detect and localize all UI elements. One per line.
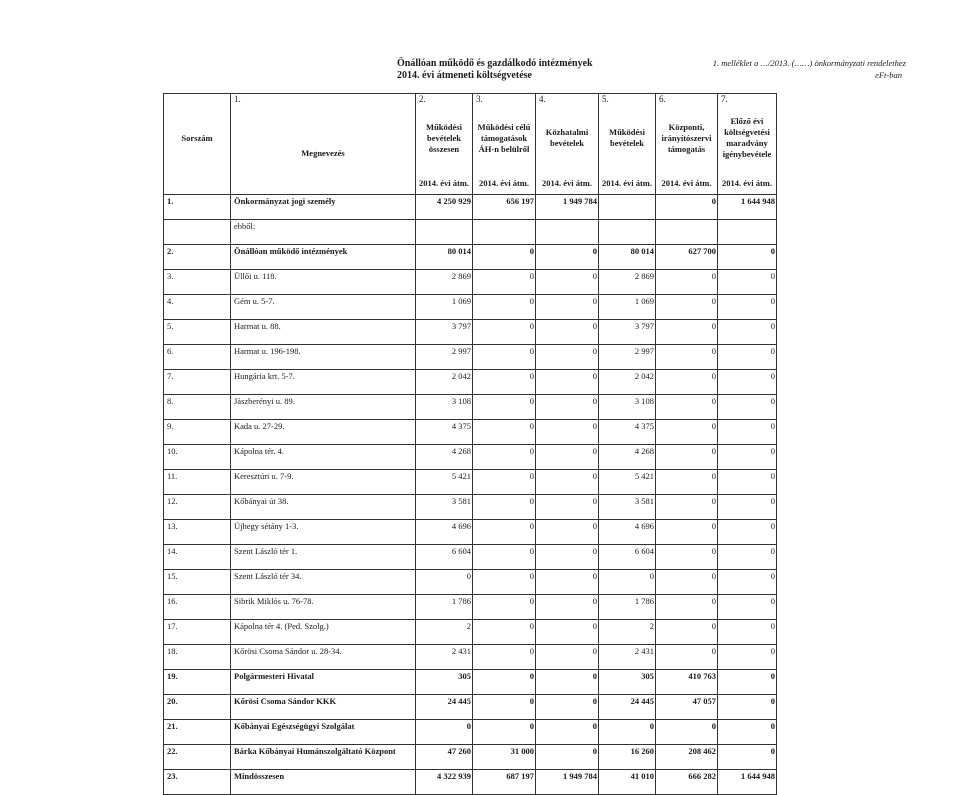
row-name: Keresztúri u. 7-9.	[231, 469, 416, 483]
row-value-col-6: 0	[656, 194, 718, 208]
row-number: 19.	[164, 669, 231, 683]
table-row	[164, 219, 777, 233]
row-spacer	[164, 708, 777, 720]
row-value-col-5: 305	[599, 669, 656, 683]
row-value-col-3: 687 197	[473, 769, 536, 783]
unit-label: 2014. évi átm.	[536, 172, 599, 194]
row-value-col-5: 3 797	[599, 319, 656, 333]
col-number-3: 3.	[473, 94, 536, 105]
row-value-col-5: 24 445	[599, 694, 656, 708]
row-value-col-2: 24 445	[416, 694, 473, 708]
row-value-col-3: 0	[473, 644, 536, 658]
row-value-col-7: 0	[718, 494, 777, 508]
row-value-col-5: 2 997	[599, 344, 656, 358]
row-number: 13.	[164, 519, 231, 533]
table-row	[164, 294, 777, 308]
table-row	[164, 269, 777, 283]
row-value-col-2: 4 375	[416, 419, 473, 433]
row-name: Önkormányzat jogi személy	[231, 194, 416, 208]
row-value-col-7: 0	[718, 419, 777, 433]
row-value-col-6: 0	[656, 594, 718, 608]
row-value-col-2: 1 786	[416, 594, 473, 608]
table-row	[164, 419, 777, 433]
row-value-col-4: 0	[536, 594, 599, 608]
row-value-col-4: 0	[536, 269, 599, 283]
row-value-col-3: 0	[473, 444, 536, 458]
row-spacer	[164, 783, 777, 795]
col-number-4: 4.	[536, 94, 599, 105]
row-value-col-7: 0	[718, 544, 777, 558]
row-value-col-4: 0	[536, 319, 599, 333]
row-value-col-4: 0	[536, 744, 599, 758]
unit-label: 2014. évi átm.	[473, 172, 536, 194]
title-line-2: 2014. évi átmeneti költségvetése	[397, 70, 532, 81]
row-value-col-2: 2	[416, 619, 473, 633]
row-value-col-7: 0	[718, 519, 777, 533]
row-value-col-7: 1 644 948	[718, 194, 777, 208]
row-value-col-3: 0	[473, 244, 536, 258]
row-name: Újhegy sétány 1-3.	[231, 519, 416, 533]
row-name: Kápolna tér 4. (Ped. Szolg.)	[231, 619, 416, 633]
row-name: Kada u. 27-29.	[231, 419, 416, 433]
row-value-col-5: 3 581	[599, 494, 656, 508]
row-number: 18.	[164, 644, 231, 658]
table-row	[164, 244, 777, 258]
row-value-col-4: 0	[536, 369, 599, 383]
row-value-col-4: 0	[536, 294, 599, 308]
row-number: 8.	[164, 394, 231, 408]
row-number: 3.	[164, 269, 231, 283]
row-value-col-3: 31 000	[473, 744, 536, 758]
row-number: 21.	[164, 719, 231, 733]
row-value-col-3: 0	[473, 344, 536, 358]
row-spacer	[164, 533, 777, 545]
row-spacer	[164, 258, 777, 270]
unit-note: eFt-ban	[875, 70, 902, 80]
row-value-col-3: 0	[473, 569, 536, 583]
row-value-col-4: 0	[536, 644, 599, 658]
row-value-col-6: 0	[656, 319, 718, 333]
header-col-7: Előző évi költségvetési maradvány igénybevétele	[718, 104, 777, 172]
row-name: Jászberényi u. 89.	[231, 394, 416, 408]
row-value-col-6: 0	[656, 544, 718, 558]
header-col-2: Működési bevételek összesen	[416, 104, 473, 172]
row-value-col-3: 0	[473, 269, 536, 283]
row-number: 5.	[164, 319, 231, 333]
row-value-col-5: 2 431	[599, 644, 656, 658]
row-value-col-7: 1 644 948	[718, 769, 777, 783]
row-value-col-2: 305	[416, 669, 473, 683]
table-row	[164, 344, 777, 358]
row-value-col-3: 0	[473, 369, 536, 383]
row-value-col-5: 0	[599, 719, 656, 733]
table-row	[164, 194, 777, 208]
row-value-col-2: 3 108	[416, 394, 473, 408]
col-number-7: 7.	[718, 94, 777, 105]
row-value-col-4: 0	[536, 694, 599, 708]
row-name: Önállóan működő intézmények	[231, 244, 416, 258]
row-value-col-2: 4 268	[416, 444, 473, 458]
row-name: Sibrik Miklós u. 76-78.	[231, 594, 416, 608]
header-col-6: Központi, irányítószervi támogatás	[656, 104, 718, 172]
row-value-col-6: 47 057	[656, 694, 718, 708]
row-value-col-2: 6 604	[416, 544, 473, 558]
row-number: 15.	[164, 569, 231, 583]
row-value-col-5: 5 421	[599, 469, 656, 483]
row-value-col-6: 0	[656, 644, 718, 658]
header-col-3: Működési célú támogatások ÁH-n belülről	[473, 104, 536, 172]
row-value-col-7: 0	[718, 719, 777, 733]
row-value-col-5: 16 260	[599, 744, 656, 758]
row-value-col-7: 0	[718, 569, 777, 583]
row-value-col-7: 0	[718, 694, 777, 708]
row-value-col-6: 208 462	[656, 744, 718, 758]
row-number: 17.	[164, 619, 231, 633]
row-value-col-4	[536, 219, 599, 233]
row-spacer	[164, 408, 777, 420]
table-row	[164, 394, 777, 408]
unit-label: 2014. évi átm.	[656, 172, 718, 194]
row-spacer	[164, 758, 777, 770]
row-spacer	[164, 233, 777, 245]
row-value-col-2: 5 421	[416, 469, 473, 483]
row-spacer	[164, 308, 777, 320]
col-number-6: 6.	[656, 94, 718, 105]
row-name: Szent László tér 34.	[231, 569, 416, 583]
row-value-col-5: 2 869	[599, 269, 656, 283]
row-name: Kőrösi Csoma Sándor KKK	[231, 694, 416, 708]
col-number-2: 2.	[416, 94, 473, 105]
table-row	[164, 744, 777, 758]
row-value-col-2: 4 696	[416, 519, 473, 533]
row-value-col-6: 0	[656, 719, 718, 733]
budget-table	[163, 93, 777, 795]
row-number: 1.	[164, 194, 231, 208]
row-name: Harmat u. 88.	[231, 319, 416, 333]
row-spacer	[164, 333, 777, 345]
row-spacer	[164, 483, 777, 495]
row-spacer	[164, 658, 777, 670]
row-value-col-6: 0	[656, 469, 718, 483]
row-value-col-3: 0	[473, 544, 536, 558]
row-name: Polgármesteri Hivatal	[231, 669, 416, 683]
row-value-col-2: 4 322 939	[416, 769, 473, 783]
row-number: 12.	[164, 494, 231, 508]
row-name: Kőbányai út 38.	[231, 494, 416, 508]
row-number: 22.	[164, 744, 231, 758]
row-value-col-6: 0	[656, 394, 718, 408]
row-value-col-6: 0	[656, 619, 718, 633]
row-value-col-7: 0	[718, 294, 777, 308]
row-number: 9.	[164, 419, 231, 433]
table-row	[164, 594, 777, 608]
row-spacer	[164, 283, 777, 295]
table-row	[164, 544, 777, 558]
row-spacer	[164, 558, 777, 570]
row-spacer	[164, 433, 777, 445]
row-value-col-6: 0	[656, 519, 718, 533]
row-value-col-5: 1 069	[599, 294, 656, 308]
row-value-col-4: 0	[536, 519, 599, 533]
row-value-col-4: 0	[536, 244, 599, 258]
row-name: Bárka Kőbányai Humánszolgáltató Központ	[231, 744, 416, 758]
row-value-col-2: 4 250 929	[416, 194, 473, 208]
row-spacer	[164, 208, 777, 220]
row-value-col-3: 0	[473, 294, 536, 308]
row-value-col-3: 0	[473, 669, 536, 683]
row-value-col-2: 0	[416, 569, 473, 583]
row-value-col-5: 4 696	[599, 519, 656, 533]
row-value-col-6: 0	[656, 569, 718, 583]
row-value-col-7: 0	[718, 444, 777, 458]
row-value-col-2: 47 260	[416, 744, 473, 758]
row-name: Kőbányai Egészségügyi Szolgálat	[231, 719, 416, 733]
row-value-col-5: 2 042	[599, 369, 656, 383]
row-value-col-6: 0	[656, 419, 718, 433]
table-row	[164, 444, 777, 458]
row-spacer	[164, 633, 777, 645]
header-col-5: Működési bevételek	[599, 104, 656, 172]
row-value-col-4: 0	[536, 494, 599, 508]
col-number-5: 5.	[599, 94, 656, 105]
table-row	[164, 669, 777, 683]
row-spacer	[164, 383, 777, 395]
row-value-col-4: 1 949 784	[536, 194, 599, 208]
row-value-col-5	[599, 194, 656, 208]
table-row	[164, 719, 777, 733]
row-value-col-4: 0	[536, 619, 599, 633]
table-row	[164, 519, 777, 533]
row-value-col-7: 0	[718, 369, 777, 383]
row-value-col-3: 0	[473, 394, 536, 408]
row-value-col-6: 0	[656, 294, 718, 308]
row-value-col-6: 0	[656, 494, 718, 508]
row-value-col-2: 1 069	[416, 294, 473, 308]
row-value-col-6: 0	[656, 369, 718, 383]
row-value-col-3: 0	[473, 494, 536, 508]
row-value-col-6	[656, 219, 718, 233]
row-value-col-2: 3 581	[416, 494, 473, 508]
row-value-col-2: 2 869	[416, 269, 473, 283]
row-value-col-6: 410 763	[656, 669, 718, 683]
row-value-col-5: 80 014	[599, 244, 656, 258]
row-value-col-7: 0	[718, 394, 777, 408]
row-number: 14.	[164, 544, 231, 558]
row-number: 16.	[164, 594, 231, 608]
row-number: 20.	[164, 694, 231, 708]
row-value-col-2: 2 997	[416, 344, 473, 358]
row-value-col-4: 0	[536, 394, 599, 408]
row-value-col-4: 0	[536, 669, 599, 683]
row-value-col-7: 0	[718, 744, 777, 758]
row-value-col-4: 0	[536, 444, 599, 458]
row-value-col-2: 80 014	[416, 244, 473, 258]
row-value-col-7: 0	[718, 344, 777, 358]
header-col-4: Közhatalmi bevételek	[536, 104, 599, 172]
row-value-col-5: 4 268	[599, 444, 656, 458]
row-value-col-2: 3 797	[416, 319, 473, 333]
row-value-col-7: 0	[718, 319, 777, 333]
row-value-col-6: 0	[656, 444, 718, 458]
row-name: Gém u. 5-7.	[231, 294, 416, 308]
table-row	[164, 369, 777, 383]
row-value-col-5: 1 786	[599, 594, 656, 608]
row-value-col-3: 656 197	[473, 194, 536, 208]
row-number: 11.	[164, 469, 231, 483]
row-value-col-7: 0	[718, 644, 777, 658]
column-number-row	[164, 94, 777, 105]
row-value-col-2	[416, 219, 473, 233]
row-spacer	[164, 608, 777, 620]
row-number: 23.	[164, 769, 231, 783]
table-row	[164, 319, 777, 333]
row-value-col-6: 0	[656, 344, 718, 358]
unit-row	[164, 172, 777, 194]
row-value-col-6: 627 700	[656, 244, 718, 258]
row-spacer	[164, 683, 777, 695]
row-value-col-2: 2 042	[416, 369, 473, 383]
row-value-col-5	[599, 219, 656, 233]
row-name: Szent László tér 1.	[231, 544, 416, 558]
row-name: Kápolna tér. 4.	[231, 444, 416, 458]
row-name: Hungária krt. 5-7.	[231, 369, 416, 383]
row-value-col-3: 0	[473, 319, 536, 333]
row-spacer	[164, 733, 777, 745]
row-value-col-2: 2 431	[416, 644, 473, 658]
header-sorszam: Sorszám	[164, 104, 231, 172]
row-value-col-4: 0	[536, 544, 599, 558]
row-number: 7.	[164, 369, 231, 383]
row-name: Kőrösi Csoma Sándor u. 28-34.	[231, 644, 416, 658]
row-number: 6.	[164, 344, 231, 358]
row-value-col-3: 0	[473, 419, 536, 433]
row-value-col-4: 0	[536, 719, 599, 733]
row-value-col-3: 0	[473, 694, 536, 708]
row-number: 4.	[164, 294, 231, 308]
row-spacer	[164, 458, 777, 470]
table-row	[164, 694, 777, 708]
row-name: ebből:	[231, 219, 416, 233]
row-value-col-2: 0	[416, 719, 473, 733]
row-value-col-3: 0	[473, 469, 536, 483]
table-row	[164, 644, 777, 658]
title-line-1: Önállóan működő és gazdálkodó intézmények	[397, 58, 593, 69]
row-value-col-6: 666 282	[656, 769, 718, 783]
row-value-col-3	[473, 219, 536, 233]
row-value-col-7: 0	[718, 469, 777, 483]
row-value-col-5: 2	[599, 619, 656, 633]
row-spacer	[164, 583, 777, 595]
unit-label: 2014. évi átm.	[718, 172, 777, 194]
row-number	[164, 219, 231, 233]
col-number-1: 1.	[231, 94, 416, 105]
unit-label: 2014. évi átm.	[599, 172, 656, 194]
header-megnevezes: Megnevezés	[231, 104, 416, 172]
row-value-col-3: 0	[473, 619, 536, 633]
row-name: Üllői u. 118.	[231, 269, 416, 283]
row-value-col-7: 0	[718, 244, 777, 258]
annex-note: 1. melléklet a …/2013. (……) önkormányzati rendelethez	[712, 58, 906, 68]
row-value-col-7: 0	[718, 619, 777, 633]
row-value-col-7	[718, 219, 777, 233]
row-value-col-6: 0	[656, 269, 718, 283]
row-value-col-5: 41 010	[599, 769, 656, 783]
row-value-col-7: 0	[718, 594, 777, 608]
row-value-col-3: 0	[473, 719, 536, 733]
row-value-col-5: 6 604	[599, 544, 656, 558]
row-value-col-5: 3 108	[599, 394, 656, 408]
row-value-col-4: 0	[536, 469, 599, 483]
budget-table-wrapper	[163, 93, 777, 795]
table-row	[164, 569, 777, 583]
row-number: 2.	[164, 244, 231, 258]
table-row	[164, 769, 777, 783]
table-row	[164, 619, 777, 633]
row-value-col-3: 0	[473, 594, 536, 608]
row-value-col-4: 0	[536, 569, 599, 583]
row-value-col-4: 0	[536, 419, 599, 433]
row-value-col-4: 0	[536, 344, 599, 358]
row-value-col-5: 4 375	[599, 419, 656, 433]
unit-label: 2014. évi átm.	[416, 172, 473, 194]
table-row	[164, 469, 777, 483]
row-spacer	[164, 358, 777, 370]
row-number: 10.	[164, 444, 231, 458]
row-value-col-4: 1 949 784	[536, 769, 599, 783]
column-header-row	[164, 104, 777, 172]
row-spacer	[164, 508, 777, 520]
row-value-col-7: 0	[718, 269, 777, 283]
row-name: Mindösszesen	[231, 769, 416, 783]
row-value-col-7: 0	[718, 669, 777, 683]
table-row	[164, 494, 777, 508]
row-name: Harmat u. 196-198.	[231, 344, 416, 358]
row-value-col-3: 0	[473, 519, 536, 533]
row-value-col-5: 0	[599, 569, 656, 583]
